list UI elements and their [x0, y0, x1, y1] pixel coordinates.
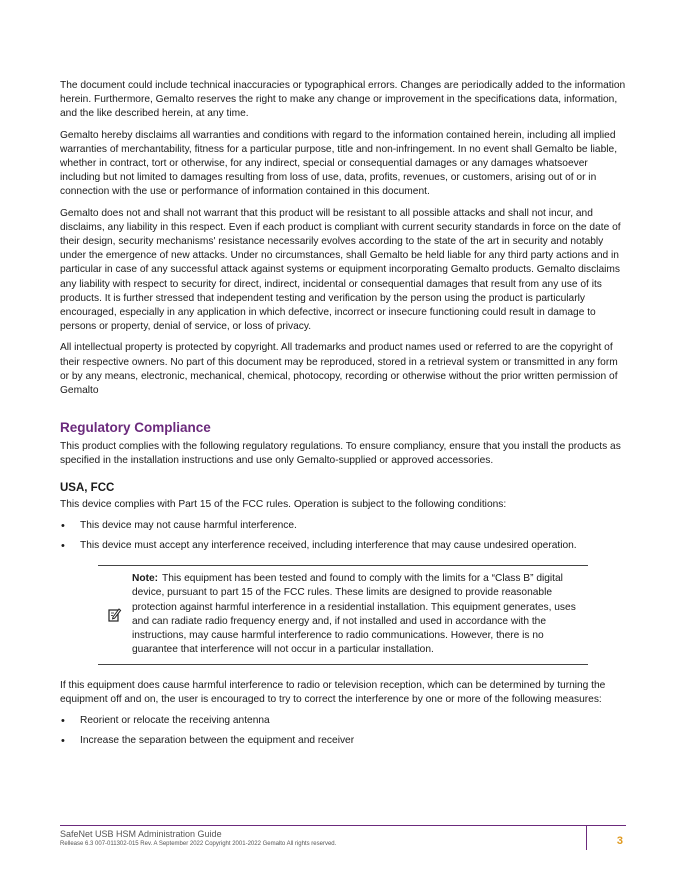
list-item: • Reorient or relocate the receiving antenna — [60, 714, 626, 728]
page-number: 3 — [616, 835, 623, 847]
note-label: Note: — [132, 573, 159, 585]
measures-list — [60, 714, 626, 748]
paragraph-copyright: All intellectual property is protected by copyright. All trademarks and product names used or referred to are the copyright of their respective owners. No part of this document may be reproduced, stored in a retrieval system or transmitted in any form or by any means, electronic, mechanical, chemical, photocopy, recording or otherwise without the prior written permission of Gemalto — [60, 342, 618, 397]
list-item: • Increase the separation between the equipment and receiver — [60, 734, 626, 748]
list-item: • This device must accept any interference received, including interference that may cause undesired operation. — [60, 539, 626, 553]
note-body: This equipment has been tested and found to comply with the limits for a “Class B” digital device, pursuant to part 15 of the FCC rules. These limits are designed to provide reasonable protection against harmful interference in a residential installation. This equipment generates, uses and can radiate radio frequency energy and, if not installed and used in accordance with the instructions, may cause harmful interference to radio communications. However, there is no guarantee that interference will not occur in a particular installation. — [132, 573, 576, 656]
measures-intro: If this equipment does cause harmful interference to radio or television reception, which can be determined by turning the equipment off and on, the user is encouraged to try to correct the interference by one or more of the following measures: — [60, 679, 606, 705]
fcc-conditions-list — [60, 519, 626, 553]
footer-guide-title: SafeNet USB HSM Administration Guide — [60, 829, 222, 839]
usa-fcc-heading: USA, FCC — [60, 481, 115, 494]
note-pencil-icon — [98, 607, 132, 623]
list-item: • This device may not cause harmful interference. — [60, 519, 626, 533]
paragraph-security-disclaimer: Gemalto does not and shall not warrant that this product will be resistant to all possible attacks and shall not incur, and disclaims, any liability in this respect. Even if each product is compliant with current security standards in force on the date of their design, security mechanisms' resistance necessarily evolves according to the state of the art in security and notably under the emergence of new attacks. Under no circumstances, shall Gemalto be held liable for any third party actions and in particular in case of any successful attack against systems or equipment incorporating Gemalto products. Gemalto disclaims any liability with respect to security for direct, indirect, incidental or consequential damages that result from any use of its products. It is further stressed that independent testing and verification by the person using the product is particularly encouraged, especially in any application in which defective, incorrect or insecure functioning could result in damage to persons or property, denial of service, or loss of privacy. — [60, 207, 621, 333]
footer-divider — [586, 826, 587, 850]
page-content — [60, 79, 626, 754]
regulatory-intro: This product complies with the following regulatory regulations. To ensure compliancy, ensure that you install the products as specified in the installation instructions and use only Gemalto-supplied or approved accessories. — [60, 441, 621, 467]
regulatory-compliance-heading: Regulatory Compliance — [60, 420, 211, 436]
note-text — [132, 572, 588, 657]
footer-revision: Rellease 6.3 007-011302-015 Rev. A September 2022 Copyright 2001-2022 Gemalto All rights reserved. — [60, 841, 337, 847]
note-box — [98, 565, 588, 664]
fcc-intro: This device complies with Part 15 of the FCC rules. Operation is subject to the following conditions: — [60, 498, 507, 510]
page-footer — [60, 825, 626, 850]
paragraph-inaccuracies: The document could include technical inaccuracies or typographical errors. Changes are periodically added to the information herein. Furthermore, Gemalto reserves the right to make any change or improvement in the specifications data, information, and the like described herein, at any time. — [60, 80, 626, 120]
paragraph-warranty-disclaimer: Gemalto hereby disclaims all warranties and conditions with regard to the information contained herein, including all implied warranties of merchantability, fitness for a particular purpose, title and non-infringement. In no event shall Gemalto be liable, whether in contract, tort or otherwise, for any indirect, special or consequential damages or any damages whatsoever including but not limited to damages resulting from loss of use, data, profits, revenues, or customers, arising out of or in connection with the use or performance of information contained in this document. — [60, 129, 618, 198]
